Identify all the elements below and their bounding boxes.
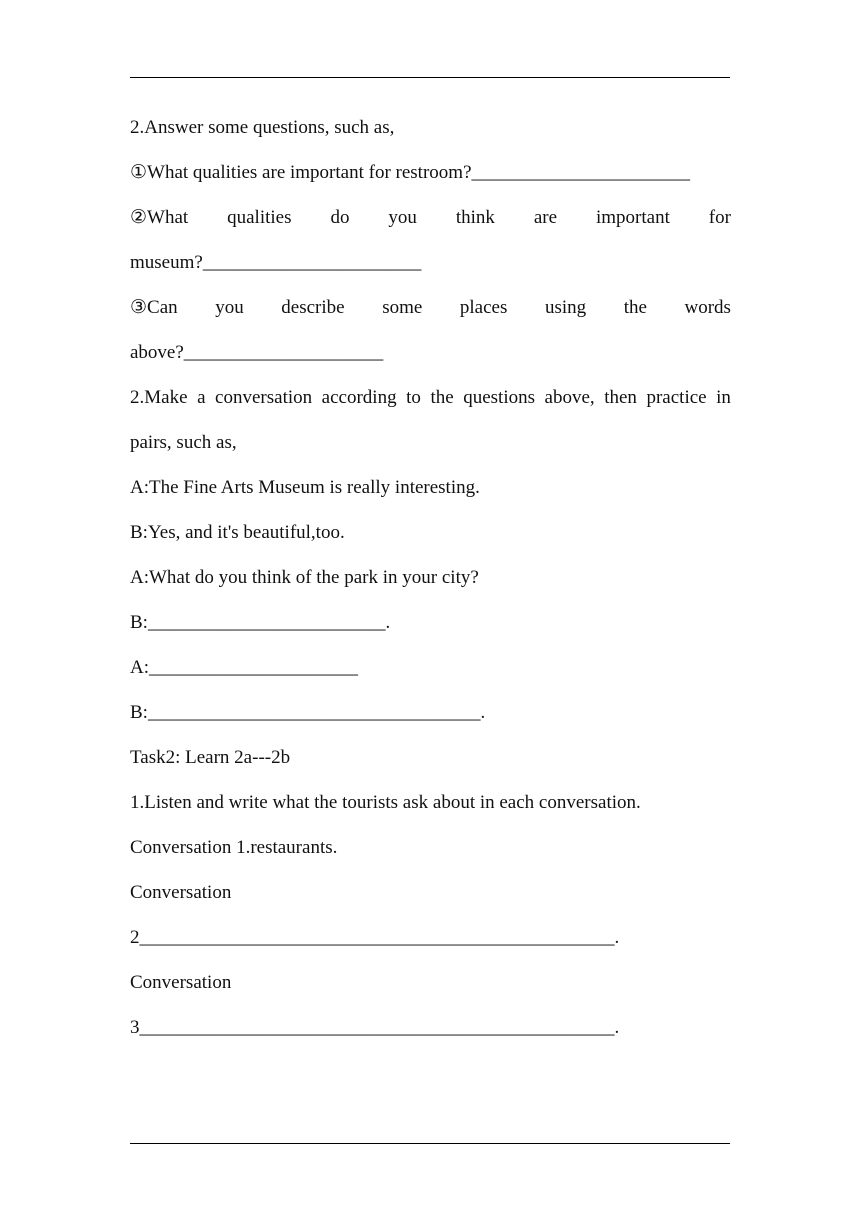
word: describe (281, 297, 345, 318)
listen-instruction: 1.Listen and write what the tourists ask about in each conversation. (130, 792, 641, 813)
word: ②What (130, 207, 189, 228)
word: think (455, 207, 495, 228)
question-1: ①What qualities are important for restroom?_______________________ (130, 162, 690, 183)
conversation-1: Conversation 1.restaurants. (130, 837, 338, 858)
word: practice (646, 387, 707, 408)
conversation-heading-line (130, 386, 731, 410)
word: the (430, 387, 454, 408)
word: you (215, 297, 244, 318)
task-2-heading: Task2: Learn 2a---2b (130, 747, 291, 768)
word: in (716, 387, 731, 408)
footer-rule (130, 1143, 730, 1144)
dialogue-a-1: A:The Fine Arts Museum is really interesting. (130, 477, 480, 498)
word: questions (463, 387, 535, 408)
word: for (708, 207, 731, 228)
question-2-line (130, 206, 731, 230)
word: above, (544, 387, 595, 408)
word: the (623, 297, 647, 318)
word: to (406, 387, 421, 408)
header-rule (130, 77, 730, 78)
conversation-2-blank: 2__________________________________________________. (130, 927, 620, 948)
word: do (330, 207, 350, 228)
word: qualities (227, 207, 292, 228)
word: important (595, 207, 670, 228)
conversation-2-label: Conversation (130, 882, 232, 903)
dialogue-a-2: A:What do you think of the park in your city? (130, 567, 479, 588)
word: ③Can (130, 297, 178, 318)
word: conversation (215, 387, 313, 408)
word: you (388, 207, 417, 228)
conversation-3-label: Conversation (130, 972, 232, 993)
question-2-continued: museum?_______________________ (130, 252, 422, 273)
word: are (533, 207, 558, 228)
dialogue-b-2: B:_________________________. (130, 612, 391, 633)
conversation-3-blank: 3__________________________________________________. (130, 1017, 620, 1038)
word: places (459, 297, 508, 318)
questions-heading: 2.Answer some questions, such as, (130, 117, 395, 138)
question-3-line (130, 296, 731, 320)
word: 2.Make (130, 387, 188, 408)
question-3-continued: above?_____________________ (130, 342, 384, 363)
word: then (604, 387, 637, 408)
word: words (684, 297, 731, 318)
conversation-heading-continued: pairs, such as, (130, 432, 237, 453)
word: some (382, 297, 423, 318)
word: using (544, 297, 587, 318)
dialogue-b-3: B:___________________________________. (130, 702, 486, 723)
word: a (197, 387, 206, 408)
dialogue-a-3: A:______________________ (130, 657, 358, 678)
dialogue-b-1: B:Yes, and it's beautiful,too. (130, 522, 345, 543)
word: according (321, 387, 397, 408)
